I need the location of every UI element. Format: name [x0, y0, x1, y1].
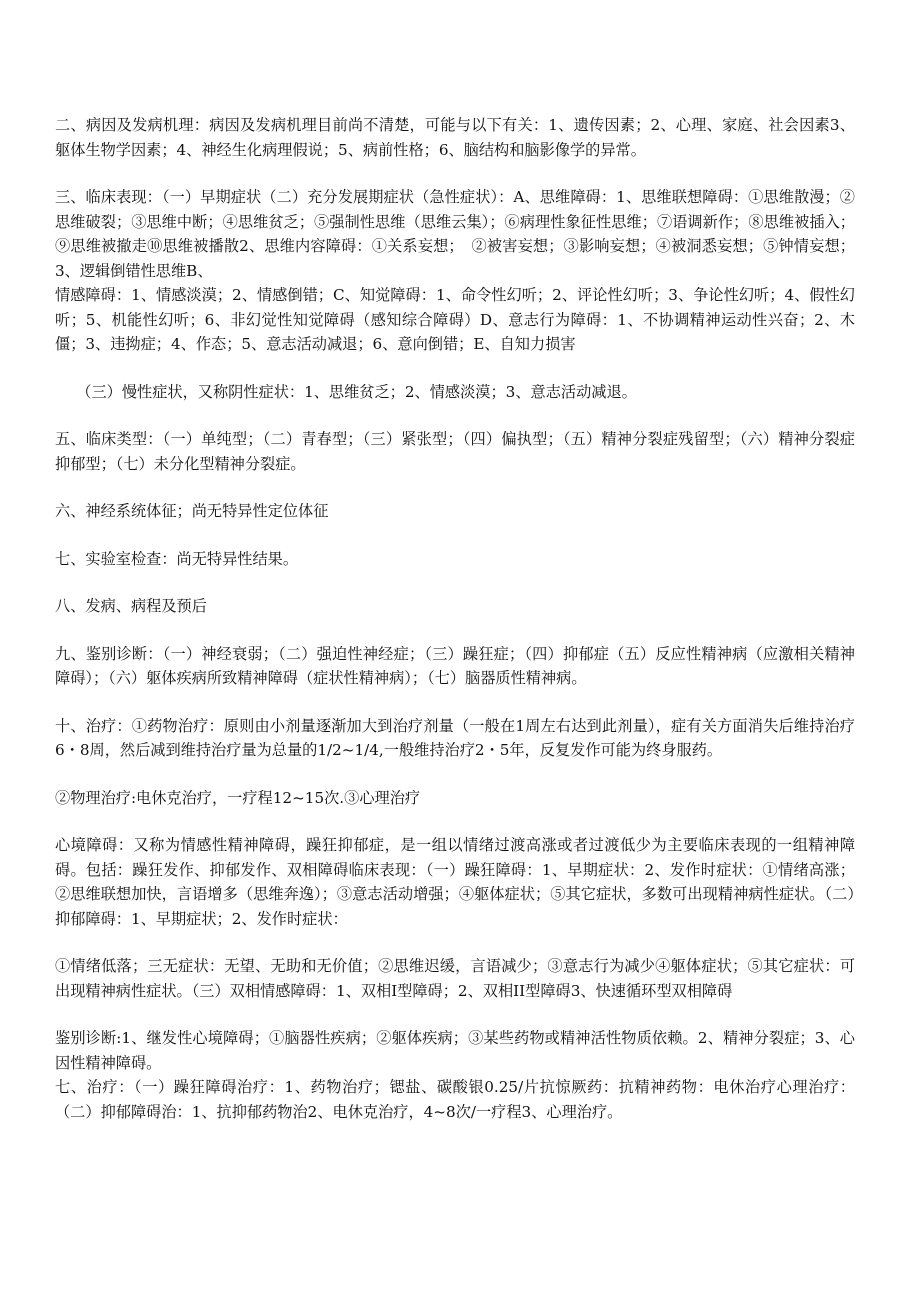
paragraph-mood-disorders: 心境障碍：又称为情感性精神障碍，躁狂抑郁症，是一组以情绪过渡高涨或者过渡低少为主要临床表现的一组精神障碍。包括：躁狂发作、抑郁发作、双相障碍临床表现：（一）躁狂障碍：1、早期症状：2、发作时症状：①情绪高涨；②思维联想加快，言语增多（思维奔逸）；③意志活动增强；④躯体症状；⑤其它症状，多数可出现精神病性症状。（二）抑郁障碍：1、早期症状；2、发作时症状：: [55, 836, 855, 928]
paragraph-mood-differential: 鉴别诊断:1、继发性心境障碍；①脑器性疾病；②躯体疾病；③某些药物或精神活性物质依赖。2、精神分裂症；3、心因性精神障碍。: [55, 1029, 855, 1072]
document-page: [55, 113, 855, 1124]
paragraph-neurological-signs: 六、神经系统体征；尚无特异性定位体征: [55, 502, 329, 520]
paragraph-chronic-symptoms: （三）慢性症状，又称阴性症状：1、思维贫乏；2、情感淡漠；3、意志活动减退。: [76, 382, 637, 401]
paragraph-differential-diagnosis: 九、鉴别诊断：（一）神经衰弱；（二）强迫性神经症；（三）躁狂症；（四）抑郁症（五）反应性精神病（应激相关精神障碍）；（六）躯体疾病所致精神障碍（症状性精神病）；（七）脑器质性精神病。: [55, 644, 855, 687]
paragraph-depression-symptoms: ①情绪低落；三无症状：无望、无助和无价值；②思维迟缓，言语减少；③意志行为减少④躯体症状；⑤其它症状：可出现精神病性症状。（三）双相情感障碍：1、双相I型障碍；2、双相II型障碍3、快速循环型双相障碍: [55, 957, 855, 1000]
paragraph-clinical-types: 五、临床类型：（一）单纯型；（二）青春型；（三）紧张型；（四）偏执型；（五）精神分裂症残留型；（六）精神分裂症抑郁型；（七）未分化型精神分裂症。: [55, 430, 855, 473]
paragraph-clinical-manifestations: 三、临床表现：（一）早期症状（二）充分发展期症状（急性症状）：A、思维障碍：1、思维联想障碍：①思维散漫；②思维破裂；③思维中断；④思维贫乏；⑤强制性思维（思维云集）；⑥病理性象征性思维；⑦语调新作；⑧思维被插入；⑨思维被撤走⑩思维被播散2、思维内容障碍：①关系妄想； ②被害妄想；③影响妄想；④被洞悉妄想；⑤钟情妄想；3、逻辑倒错性思维B、: [55, 188, 855, 280]
paragraph-etiology: 二、病因及发病机理：病因及发病机理目前尚不清楚，可能与以下有关：1、遗传因素；2、心理、家庭、社会因素3、躯体生物学因素；4、神经生化病理假说；5、病前性格；6、脑结构和脑影像学的异常。: [55, 116, 855, 159]
paragraph-lab-tests: 七、实验室检查：尚无特异性结果。: [55, 549, 298, 568]
paragraph-treatment-drugs: 十、治疗：①药物治疗：原则由小剂量逐渐加大到治疗剂量（一般在1周左右达到此剂量），症有关方面消失后维持治疗6・8周，然后减到维持治疗量为总量的1/2~1/4,一般维持治疗2・5年，反复发作可能为终身服药。: [55, 716, 855, 759]
paragraph-treatment-physical: ②物理治疗:电休克治疗，一疗程12~15次.③心理治疗: [55, 788, 421, 807]
paragraph-emotional-disorders: 情感障碍：1、情感淡漠；2、情感倒错；C、知觉障碍：1、命令性幻听；2、评论性幻听；3、争论性幻听；4、假性幻听；5、机能性幻听；6、非幻觉性知觉障碍（感知综合障碍）D、意志行为障碍：1、不协调精神运动性兴奋；2、木僵；3、违拗症；4、作态；5、意志活动减退；6、意向倒错；E、自知力损害: [55, 286, 855, 353]
paragraph-prognosis: 八、发病、病程及预后: [55, 597, 207, 615]
paragraph-mood-treatment: 七、治疗：（一）躁狂障碍治疗：1、药物治疗；锶盐、碳酸银0.25/片抗惊厥药：抗精神药物：电休治疗心理治疗：（二）抑郁障碍治：1、抗抑郁药物治2、电休克治疗，4~8次/一疗程3、心理治疗。: [55, 1078, 855, 1121]
